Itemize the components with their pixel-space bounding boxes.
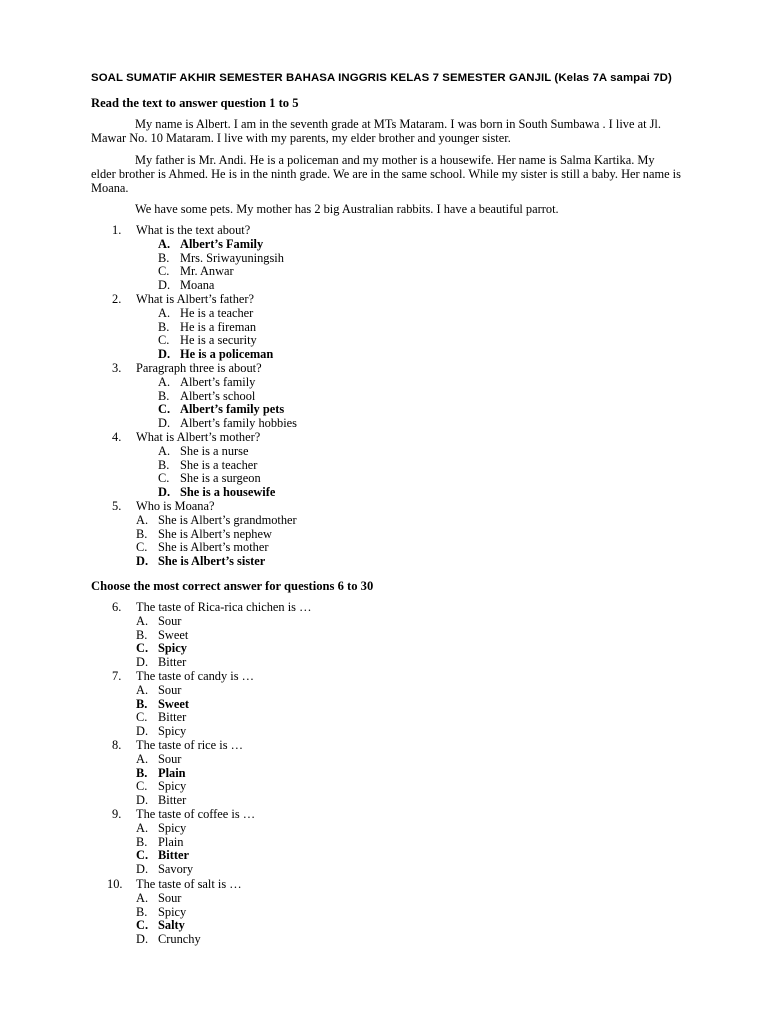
option-letter: D. <box>158 416 171 431</box>
option-text: He is a security <box>180 333 257 348</box>
option-text: Sweet <box>158 627 189 642</box>
option-letter: B. <box>136 904 148 919</box>
option-letter: B. <box>158 250 170 265</box>
option-text: Spicy <box>158 779 187 794</box>
option-letter: D. <box>136 554 149 569</box>
option-text: Crunchy <box>158 932 201 947</box>
question-text: Who is Moana? <box>136 499 215 513</box>
option-text: Bitter <box>158 793 187 808</box>
option-letter: D. <box>158 347 171 362</box>
option-text: She is a surgeon <box>180 471 261 486</box>
option-letter: A. <box>158 236 171 251</box>
question-text: The taste of rice is … <box>136 738 244 752</box>
option-letter: C. <box>136 848 149 863</box>
question-number: 2. <box>112 292 122 306</box>
option-letter: A. <box>136 820 149 835</box>
option-letter: C. <box>136 540 148 555</box>
question-number: 4. <box>112 430 122 444</box>
option-letter: A. <box>136 682 149 697</box>
option-letter: A. <box>136 512 149 527</box>
reading-paragraph-3: We have some pets. My mother has 2 big Australian rabbits. I have a beautiful parrot. <box>135 202 559 216</box>
option-letter: A. <box>158 443 171 458</box>
option-letter: B. <box>158 388 170 403</box>
question-number: 10. <box>107 877 123 891</box>
question-text: The taste of salt is … <box>136 877 242 891</box>
option-letter: C. <box>158 402 171 417</box>
option-letter: D. <box>136 724 149 739</box>
option-letter: A. <box>136 890 149 905</box>
option-letter: C. <box>136 918 149 933</box>
question-number: 9. <box>112 807 122 821</box>
option-text: Sweet <box>158 696 189 711</box>
option-text: She is a housewife <box>180 485 276 500</box>
option-text: Bitter <box>158 710 187 725</box>
option-text: Sour <box>158 613 182 628</box>
option-text: She is a teacher <box>180 457 258 472</box>
question-text: The taste of candy is … <box>136 669 255 683</box>
question-number: 3. <box>112 361 122 375</box>
question-text: What is Albert’s mother? <box>136 430 261 444</box>
option-letter: A. <box>136 751 149 766</box>
option-letter: A. <box>136 613 149 628</box>
option-text: Albert’s family <box>180 374 256 389</box>
option-text: Savory <box>158 862 194 877</box>
option-text: Mrs. Sriwayuningsih <box>180 250 284 265</box>
option-letter: D. <box>136 932 149 947</box>
option-letter: B. <box>158 457 170 472</box>
option-text: Moana <box>180 278 215 293</box>
option-text: Albert’s school <box>180 388 256 403</box>
question-text: Paragraph three is about? <box>136 361 262 375</box>
option-letter: D. <box>136 793 149 808</box>
option-text: Spicy <box>158 904 187 919</box>
section-2-heading: Choose the most correct answer for questions 6 to 30 <box>91 579 374 593</box>
option-letter: D. <box>158 278 171 293</box>
option-letter: A. <box>158 374 171 389</box>
option-text: He is a policeman <box>180 347 274 362</box>
option-text: Bitter <box>158 848 189 863</box>
option-letter: B. <box>136 696 148 711</box>
option-text: Spicy <box>158 724 187 739</box>
question-number: 7. <box>112 669 122 683</box>
option-letter: C. <box>136 779 148 794</box>
option-letter: C. <box>158 264 170 279</box>
option-text: He is a teacher <box>180 305 254 320</box>
option-text: Spicy <box>158 820 187 835</box>
option-text: She is Albert’s nephew <box>158 526 272 541</box>
option-text: He is a fireman <box>180 319 257 334</box>
option-text: Plain <box>158 834 184 849</box>
question-text: The taste of Rica-rica chichen is … <box>136 600 312 614</box>
option-letter: D. <box>158 485 171 500</box>
page-title: SOAL SUMATIF AKHIR SEMESTER BAHASA INGGRIS KELAS 7 SEMESTER GANJIL (Kelas 7A sampai 7D) <box>91 72 672 84</box>
question-number: 6. <box>112 600 122 614</box>
option-text: Albert’s family pets <box>180 402 285 417</box>
option-letter: B. <box>136 834 148 849</box>
question-text: What is the text about? <box>136 223 251 237</box>
option-letter: C. <box>158 333 170 348</box>
option-text: Spicy <box>158 641 187 656</box>
option-text: She is Albert’s mother <box>158 540 269 555</box>
question-number: 8. <box>112 738 122 752</box>
option-text: Sour <box>158 751 182 766</box>
question-number: 5. <box>112 499 122 513</box>
reading-paragraph-1: My name is Albert. I am in the seventh grade at MTs Mataram. I was born in South Sumbawa . I live at Jl. Mawar No. 10 Mataram. I live with my parents, my elder brother and younger sister. <box>91 117 661 145</box>
option-letter: B. <box>158 319 170 334</box>
option-letter: C. <box>136 710 148 725</box>
reading-paragraph-2: My father is Mr. Andi. He is a policeman and my mother is a housewife. Her name is Salma Kartika. My elder brother is Ahmed. He is in the ninth grade. We are in the same school. While my sister is still a baby. Her name is Moana. <box>91 153 681 195</box>
option-text: Salty <box>158 918 185 933</box>
option-text: She is a nurse <box>180 443 249 458</box>
option-text: Sour <box>158 682 182 697</box>
option-letter: A. <box>158 305 171 320</box>
option-letter: D. <box>136 862 149 877</box>
option-text: Albert’s Family <box>180 236 264 251</box>
option-letter: C. <box>136 641 149 656</box>
option-text: Albert’s family hobbies <box>180 416 298 431</box>
option-letter: D. <box>136 655 149 670</box>
option-letter: B. <box>136 765 148 780</box>
option-text: Sour <box>158 890 182 905</box>
option-text: She is Albert’s grandmother <box>158 512 297 527</box>
option-letter: B. <box>136 627 148 642</box>
section-1-heading: Read the text to answer question 1 to 5 <box>91 96 299 110</box>
question-text: What is Albert’s father? <box>136 292 255 306</box>
question-text: The taste of coffee is … <box>136 807 256 821</box>
option-text: She is Albert’s sister <box>158 554 266 569</box>
option-letter: C. <box>158 471 170 486</box>
option-letter: B. <box>136 526 148 541</box>
question-number: 1. <box>112 223 122 237</box>
option-text: Plain <box>158 765 186 780</box>
option-text: Mr. Anwar <box>180 264 234 279</box>
option-text: Bitter <box>158 655 187 670</box>
